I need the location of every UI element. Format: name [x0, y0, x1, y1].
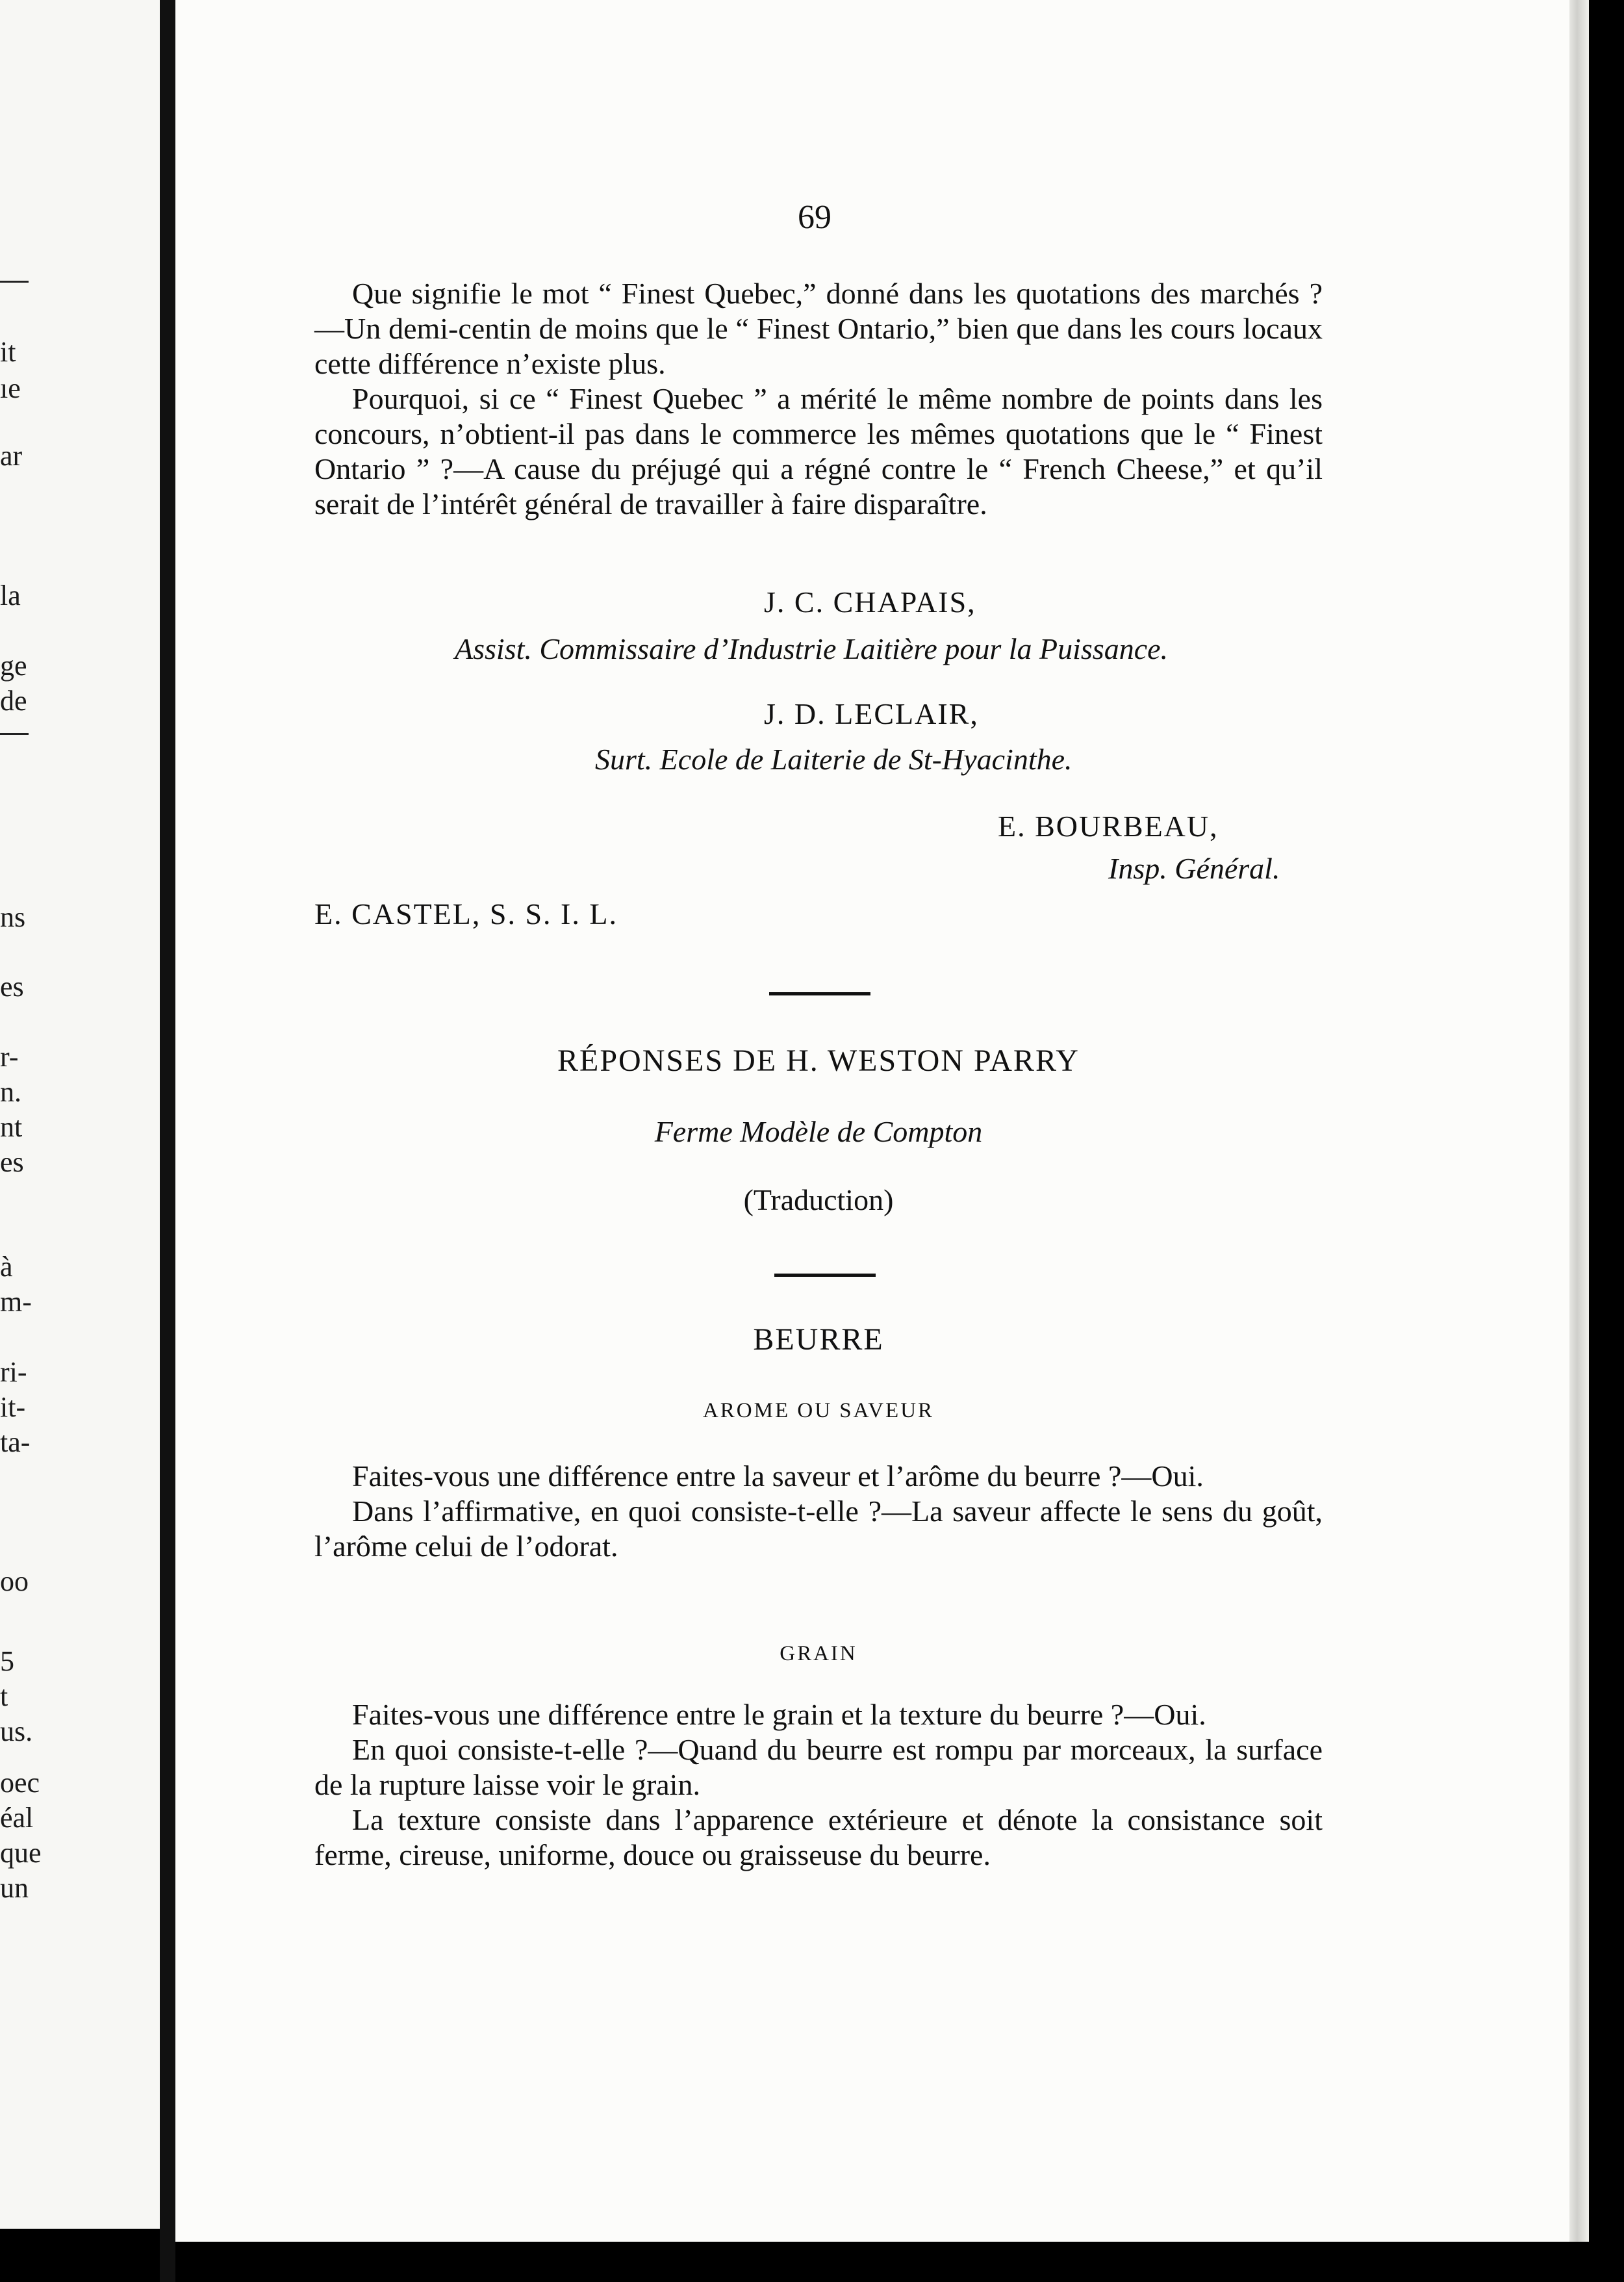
- left-fragment: oec: [0, 1767, 40, 1799]
- intro-block: [314, 276, 1323, 522]
- left-fragment: t: [0, 1680, 8, 1712]
- arome-block: [314, 1459, 1323, 1564]
- signature-name: J. C. CHAPAIS,: [764, 585, 976, 619]
- signature-title: Insp. Général.: [1108, 852, 1280, 885]
- paragraph: La texture consiste dans l’apparence extérieure et dénote la consistance soit ferme, cireuse, uniforme, douce ou graisseuse du beurre.: [314, 1803, 1323, 1871]
- left-fragment: ri-: [0, 1356, 27, 1388]
- left-fragment: un: [0, 1872, 29, 1904]
- paragraph: Pourquoi, si ce “ Finest Quebec ” a mérité le même nombre de points dans les concours, n’obtient-il pas dans le commerce les mêmes quotations que le “ Finest Ontario ” ?—A cause du préjugé qui a régné contre le “ French Cheese,” et qu’il serait de l’intérêt général de travailler à faire disparaître.: [314, 382, 1323, 520]
- left-rule: [0, 281, 29, 283]
- grain-block: [314, 1697, 1323, 1873]
- left-fragment: r-: [0, 1041, 19, 1073]
- grain-heading: GRAIN: [780, 1642, 857, 1665]
- left-fragment: ta-: [0, 1426, 31, 1458]
- left-fragment: éal: [0, 1802, 34, 1834]
- left-fragment: ıe: [0, 372, 21, 404]
- left-fragment: us.: [0, 1715, 33, 1747]
- left-fragment: es: [0, 971, 24, 1003]
- paragraph: Que signifie le mot “ Finest Quebec,” donné dans les quotations des marchés ?—Un demi-centin de moins que le “ Finest Ontario,” bien que dans les cours locaux cette différence n’existe plus.: [314, 277, 1323, 380]
- arome-heading: AROME OU SAVEUR: [702, 1399, 935, 1422]
- left-fragment: 5: [0, 1645, 14, 1677]
- paragraph: Faites-vous une différence entre la saveur et l’arôme du beurre ?—Oui.: [352, 1459, 1204, 1493]
- left-fragment: nt: [0, 1111, 23, 1143]
- page-edge: [1569, 0, 1589, 2242]
- section-subheading: Ferme Modèle de Compton: [654, 1115, 983, 1148]
- page-number: 69: [798, 199, 831, 236]
- left-fragment: à: [0, 1251, 13, 1283]
- left-fragment: ns: [0, 901, 26, 933]
- left-rule: [0, 733, 29, 735]
- signature-title: Surt. Ecole de Laiterie de St-Hyacinthe.: [595, 743, 1072, 776]
- left-fragment: it: [0, 336, 16, 368]
- left-fragment: ar: [0, 440, 23, 472]
- left-fragment: la: [0, 580, 21, 611]
- book-spine: [160, 0, 175, 2282]
- left-fragment: it-: [0, 1391, 26, 1423]
- left-fragment: oo: [0, 1565, 29, 1597]
- signature-name: E. BOURBEAU,: [998, 810, 1219, 843]
- left-fragment: que: [0, 1837, 42, 1869]
- section-rule: [774, 1274, 876, 1277]
- section-note: (Traduction): [743, 1183, 894, 1216]
- paragraph: En quoi consiste-t-elle ?—Quand du beurre est rompu par morceaux, la surface de la rupture laisse voir le grain.: [314, 1733, 1323, 1801]
- left-fragment: de: [0, 685, 27, 717]
- left-fragment: ge: [0, 650, 27, 682]
- signature-name: J. D. LECLAIR,: [764, 697, 979, 730]
- paragraph: Dans l’affirmative, en quoi consiste-t-elle ?—La saveur affecte le sens du goût, l’arôme celui de l’odorat.: [314, 1494, 1323, 1563]
- section-heading: RÉPONSES DE H. WESTON PARRY: [557, 1044, 1080, 1078]
- beurre-heading: BEURRE: [753, 1322, 884, 1357]
- left-fragment: m-: [0, 1286, 32, 1318]
- left-fragment: es: [0, 1146, 24, 1178]
- paragraph: Faites-vous une différence entre le grain et la texture du beurre ?—Oui.: [352, 1698, 1206, 1731]
- signature-name: E. CASTEL, S. S. I. L.: [314, 897, 618, 930]
- section-rule: [769, 992, 870, 995]
- previous-page-edge: [0, 0, 160, 2229]
- left-fragment: n.: [0, 1076, 21, 1108]
- signature-title: Assist. Commissaire d’Industrie Laitière pour la Puissance.: [455, 632, 1169, 665]
